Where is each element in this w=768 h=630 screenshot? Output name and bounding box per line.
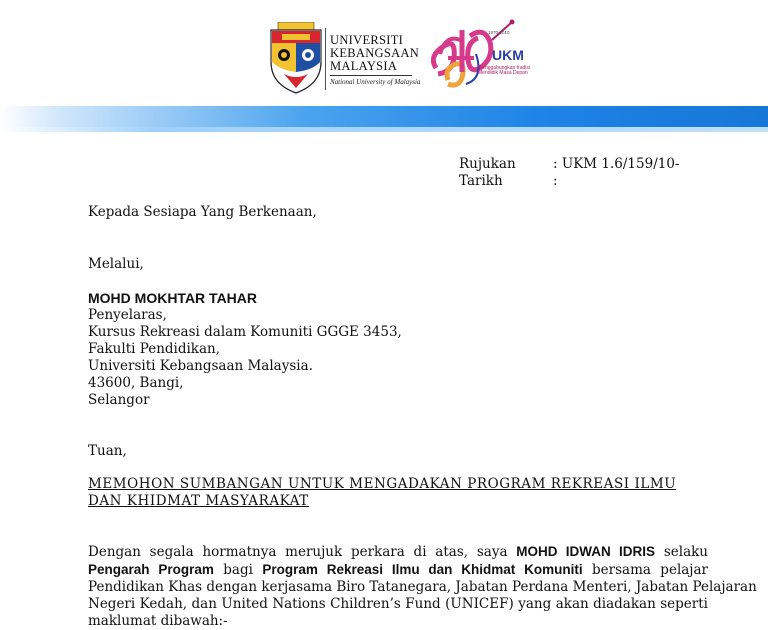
body-text: Dengan segala hormatnya merujuk perkara di atas, saya [88, 544, 517, 560]
anniversary-years: 1970-2010 [488, 30, 510, 35]
via-line: Melalui, [88, 256, 144, 272]
director-name: MOHD IDWAN IDRIS [516, 544, 656, 559]
tarikh-value: : [553, 173, 558, 189]
body-text: bagi [213, 562, 263, 578]
addressee: Kepada Sesiapa Yang Berkenaan, [88, 204, 317, 220]
director-role: Pengarah Program [88, 562, 214, 577]
body-paragraph [88, 543, 757, 630]
anniversary-label: UKM [492, 47, 524, 63]
address-line: Fakulti Pendidikan, [88, 341, 221, 357]
address-line: Universiti Kebangsaan Malaysia. [88, 358, 313, 374]
anniversary-tagline [478, 66, 530, 76]
body-text: selaku [655, 544, 708, 560]
salutation: Tuan, [88, 443, 127, 459]
subject-line: MEMOHON SUMBANGAN UNTUK MENGADAKAN PROGRAM REKREASI ILMU [88, 476, 677, 492]
university-name-line: UNIVERSITI [330, 33, 404, 47]
sender-name: MOHD MOKHTAR TAHAR [88, 290, 258, 306]
university-name [330, 34, 419, 73]
address-line: 43600, Bangi, [88, 375, 184, 391]
address-line: Kursus Rekreasi dalam Komuniti GGGE 3453, [88, 324, 402, 340]
body-text: bersama pelajar [582, 562, 708, 578]
university-crest [268, 22, 324, 94]
university-name-underline [330, 75, 412, 76]
university-name-line: MALAYSIA [330, 59, 398, 73]
rujukan-label: Rujukan [459, 156, 516, 172]
tarikh-label: Tarikh [459, 173, 503, 189]
program-name: Program Rekreasi Ilmu dan Khidmat Komuniti [262, 562, 583, 577]
rujukan-value: : UKM 1.6/159/10- [553, 156, 680, 172]
university-name-line: KEBANGSAAN [330, 46, 420, 60]
header-band-edge [0, 127, 768, 132]
body-line: maklumat dibawah:- [88, 613, 228, 629]
body-line: Negeri Kedah, dan United Nations Children’s Fund (UNICEF) yang akan diadakan seperti [88, 596, 708, 612]
subject-line: DAN KHIDMAT MASYARAKAT [88, 493, 309, 509]
crest-shield-icon [268, 22, 324, 94]
university-subtitle: National University of Malaysia [330, 78, 421, 86]
body-line: Pendidikan Khas dengan kerjasama Biro Tatanegara, Jabatan Perdana Menteri, Jabatan Pelajaran [88, 579, 757, 595]
body-line [88, 561, 708, 579]
body-line [88, 543, 708, 561]
anniversary-tagline-line: Mendidik Masa Depan [478, 70, 528, 76]
crest-divider [325, 28, 326, 90]
sender-address [88, 307, 402, 409]
address-line: Penyelaras, [88, 307, 167, 323]
address-line: Selangor [88, 392, 150, 408]
anniversary-tagline-line: Menggabungkan tradisi [478, 65, 530, 71]
